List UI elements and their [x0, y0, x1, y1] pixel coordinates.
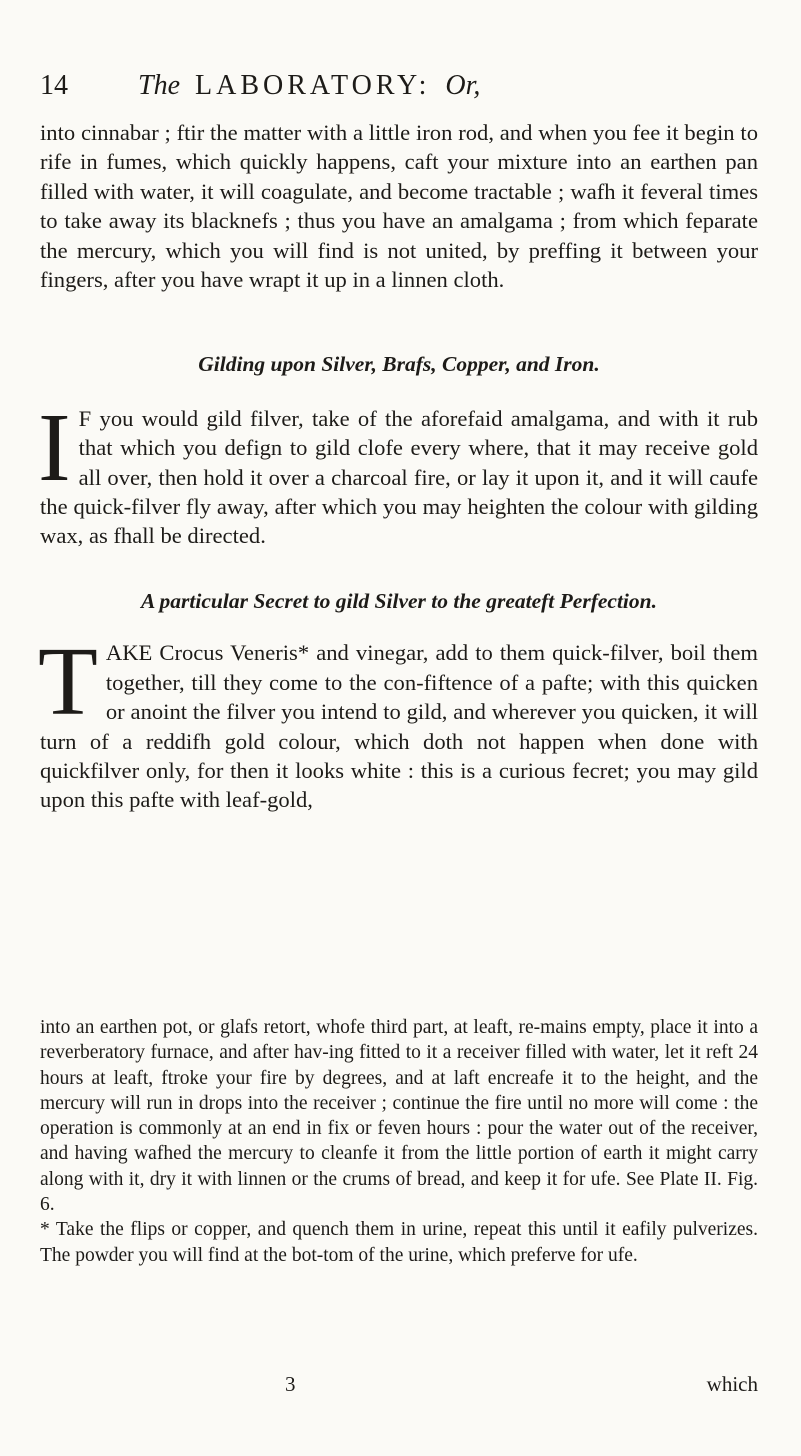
page-number: 14	[40, 70, 68, 101]
main-text	[40, 118, 758, 815]
paragraph-gild-silver-text: F you would gild filver, take of the aforefaid amalgama, and with it rub that which you defign to gild clofe every where, that it may receive gold all over, then hold it over a charcoal fire, or lay it upon it, and it will caufe the quick-filver fly away, after which you may heighten the colour with gilding wax, as fhall be directed.	[40, 405, 758, 549]
running-head-laboratory: LABORATORY:	[195, 70, 431, 101]
paragraph-secret	[38, 628, 758, 814]
footnote-continuation: into an earthen pot, or glafs retort, whofe third part, at leaft, re-mains empty, place it into a reverberatory furnace, and after hav-ing fitted to it a receiver filled with water, let it reft 24 hours at leaft, ftroke your fire by degrees, and at laft encreafe it to the height, and the mercury will run in drops into the receiver ; continue the fire until no more will come : the operation is commonly at an end in fix or feven hours : pour the water out of the receiver, and having wafhed the mercury to cleanfe it from the little portion of earth it might carry along with it, dry it with linnen or the crums of bread, and keep it for ufe. See Plate II. Fig. 6.	[40, 1017, 758, 1216]
drop-cap-t: T	[38, 628, 98, 737]
paragraph-secret-text: AKE Crocus Veneris* and vinegar, add to them quick-filver, boil them together, till they come to the con-fiftence of a pafte; with this quicken or anoint the filver you intend to gild, and wherever you quicken, it will turn of a reddifh gold colour, which doth not happen when done with quickfilver only, for then it looks white : this is a curious fecret; you may gild upon this pafte with leaf-gold,	[40, 640, 758, 813]
paragraph-gild-silver	[38, 393, 758, 551]
running-head	[138, 70, 480, 102]
footnotes	[40, 1015, 758, 1268]
catchword: which	[706, 1372, 758, 1396]
running-head-the: The	[138, 70, 180, 101]
section-heading-gilding: Gilding upon Silver, Brafs, Copper, and Iron.	[198, 352, 600, 377]
page-header	[40, 70, 760, 110]
footnote-crocus-veneris: * Take the flips or copper, and quench them in urine, repeat this until it eafily pulverizes. The powder you will find at the bot-tom of the urine, which preferve for ufe.	[40, 1219, 758, 1266]
section-heading-secret: A particular Secret to gild Silver to the greateft Perfection.	[141, 588, 657, 613]
running-head-or: Or,	[445, 70, 481, 101]
paragraph-amalgama: into cinnabar ; ftir the matter with a little iron rod, and when you fee it begin to rife in fumes, which quickly happens, caft your mixture into an earthen pan filled with water, it will coagulate, and become tractable ; wafh it feveral times to take away its blacknefs ; thus you have an amalgama ; from which feparate the mercury, which you will find is not united, by preffing it between your fingers, after you have wrapt it up in a linnen cloth.	[40, 120, 758, 293]
page-footer	[40, 1372, 758, 1404]
drop-cap-i: I	[38, 393, 71, 502]
signature-mark: 3	[285, 1372, 296, 1396]
